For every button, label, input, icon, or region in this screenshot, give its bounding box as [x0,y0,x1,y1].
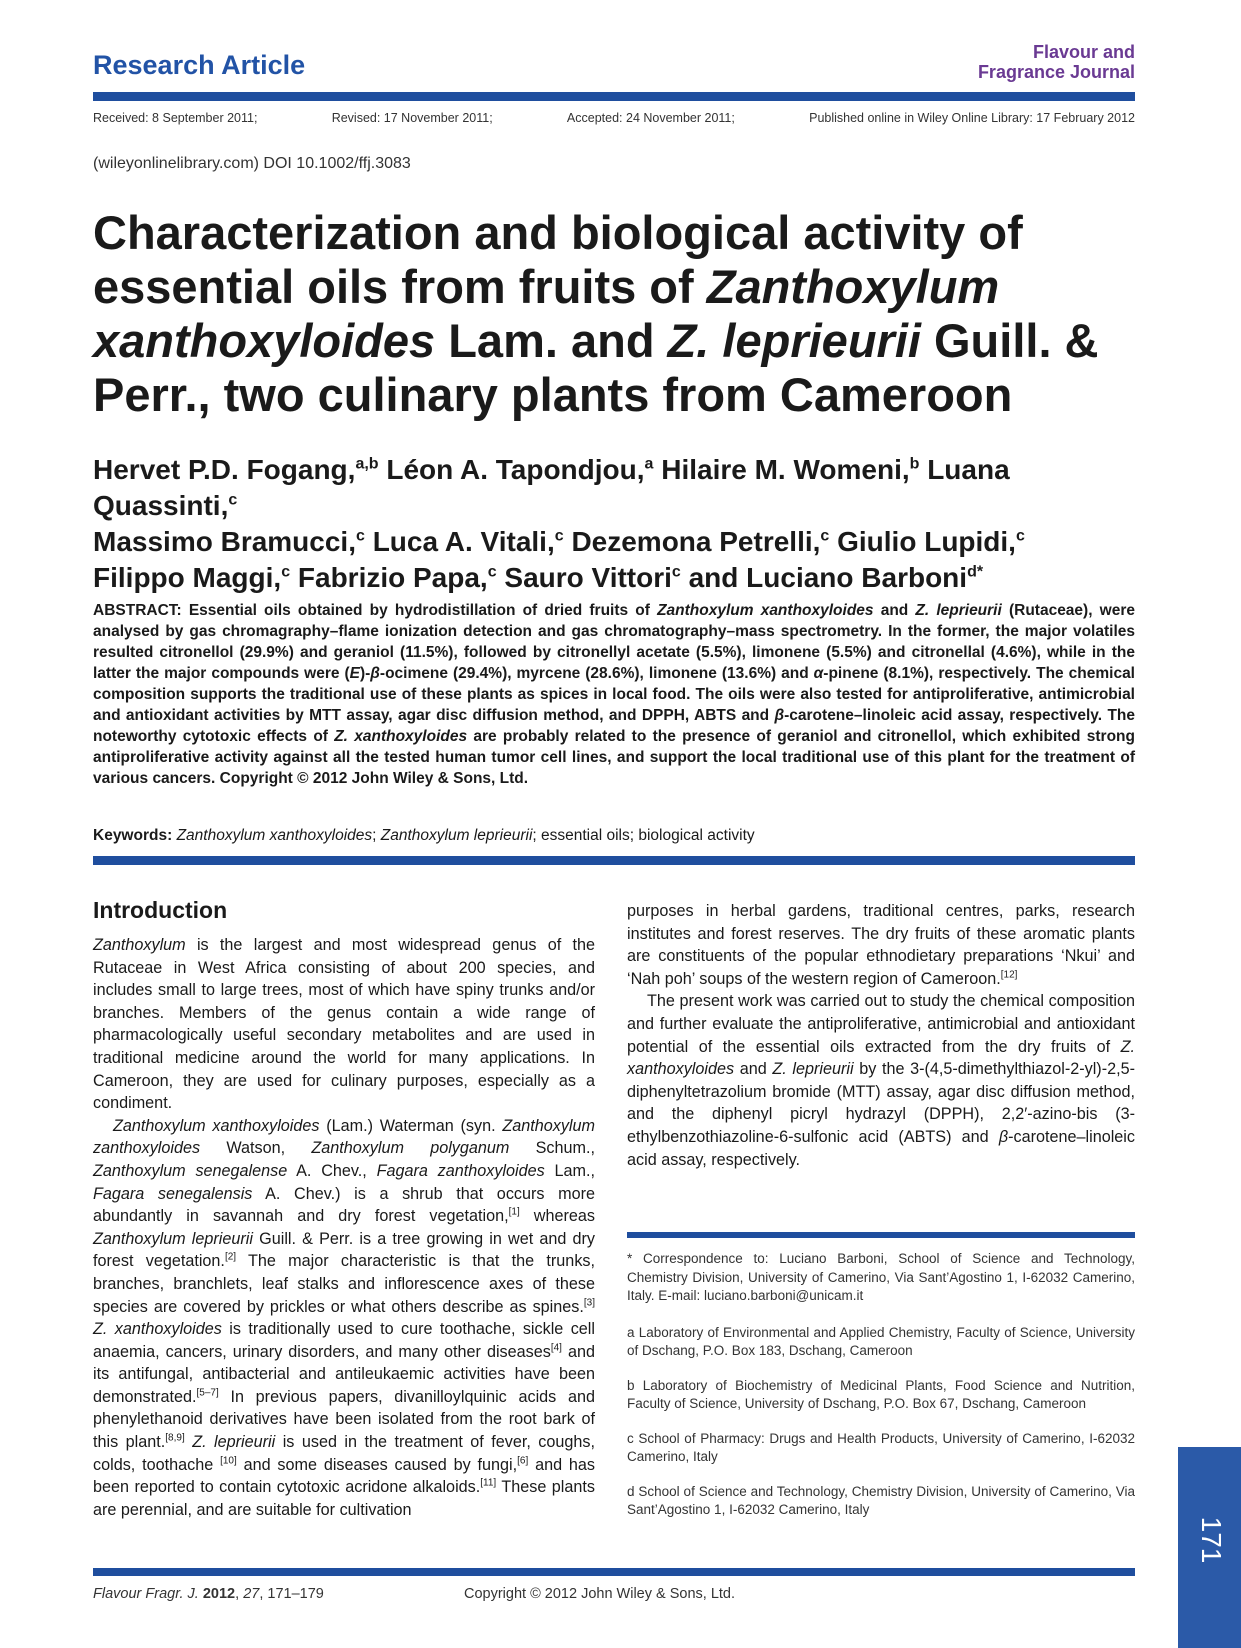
left-column [93,897,595,1521]
author: Dezemona Petrelli,$^c$ [571,526,830,557]
revised-date: Revised: 17 November 2011; [331,111,493,125]
author: Léon A. Tapondjou,$^a$ [386,454,654,485]
accepted-date: Accepted: 24 November 2011; [566,111,735,125]
author: Hilaire M. Womeni,$^b$ [661,454,920,485]
author: and Luciano Barboni$^{d*}$ [688,562,984,593]
keywords-label: Keywords: [93,827,173,844]
author: Hervet P.D. Fogang,$^{a,b}$ [93,454,379,485]
affiliation-c: c School of Pharmacy: Drugs and Health Products, University of Camerino, I-62032 Camerino, Italy [627,1430,1135,1464]
received-date: Received: 8 September 2011; [93,111,258,125]
article-dates [93,111,1135,125]
title-species: Z. leprieurii [667,314,921,367]
title-part: Lam. and [435,314,668,367]
body-paragraph: Zanthoxylum xanthoxyloides (Lam.) Waterman (syn. Zanthoxylum zanthoxyloides Watson, Zanthoxylum polyganum Schum., Zanthoxylum senegalense A. Chev., Fagara zanthoxyloides Lam., Fagara senegalensis A. Chev.) is a shrub that occurs more abundantly in savannah and dry forest vegetation,[1] whereas Zanthoxylum leprieurii Guill. & Perr. is a tree growing in wet and dry forest vegetation.[2] The major characteristic is that the trunks, branches, branchlets, leaf stalks and inflorescence axes of these species are covered by prickles or what others describe as spines.[3] Z. xanthoxyloides is traditionally used to cure toothache, sickle cell anaemia, cancers, urinary disorders, and many other diseases[4] and its antifungal, antibacterial and antileukaemic activities have been demonstrated.[5–7] In previous papers, divanilloylquinic acids and phenylethanoid derivatives have been isolated from the root bark of this plant.[8,9] Z. leprieurii is used in the treatment of fever, coughs, colds, toothache [10] and some diseases caused by fungi,[6] and has been reported to contain cytotoxic acridone alkaloids.[11] These plants are perennial, and are suitable for cultivation [93,1116,596,1519]
abstract-rule [93,856,1135,865]
footer-rule [93,1568,1135,1576]
author: Filippo Maggi,$^c$ [93,562,291,593]
body-paragraph: Zanthoxylum is the largest and most widespread genus of the Rutaceae in West Africa consisting of about 200 species, and includes small to large trees, most of which have spiny trunks and/or branches. Members of the genus contain a wide range of pharmacologically useful secondary metabolites and are used in traditional medicine around the world for many applications. In Cameroon, they are used for culinary purposes, especially as a condiment. [93,936,595,1113]
citation: Flavour Fragr. J. 2012, 27, 171–179 [93,1586,324,1602]
author: Sauro Vittori$^c$ [504,562,681,593]
body-paragraph: The present work was carried out to study the chemical composition and further evaluate the antiproliferative, antimicrobial and antioxidant potential of the essential oils extracted from the dry fruits of Z. xanthoxyloides and Z. leprieurii by the 3-(4,5-dimethylthiazol-2-yl)-2,5-diphenyltetrazolium bromide (MTT) assay, agar disc diffusion method, and the diphenyl picryl hydrazyl (DPPH), 2,2′-azino-bis (3-ethylbenzothiazoline-6-sulfonic acid (ABTS) and β-carotene–linoleic acid assay, respectively. [627,992,1135,1169]
page-number: 171 [1196,1516,1227,1564]
title-part: Guill. & Perr., two culinary plants from Cameroon [93,314,1099,421]
correspondence-note: * Correspondence to: Luciano Barboni, School of Science and Technology, Chemistry Division, University of Camerino, Via Sant’Agostino 1, I-62032 Camerino, Italy. E-mail: luciano.barboni@unicam.it [627,1251,1135,1303]
section-label: Research Article [93,50,306,80]
article-title [93,206,1153,422]
title-part: Characterization and biological activity of essential oils from fruits of [93,206,1023,313]
right-column [627,900,1135,1171]
footnote-rule [627,1232,1135,1238]
affiliation-d: d School of Science and Technology, Chemistry Division, University of Camerino, Via Sant’Agostino 1, I-62032 Camerino, Italy [627,1483,1135,1517]
author-list [93,452,1153,596]
journal-logo [978,42,1135,82]
header-rule [93,92,1135,101]
doi: (wileyonlinelibrary.com) DOI 10.1002/ffj.3083 [93,155,411,172]
footer-copyright: Copyright © 2012 John Wiley & Sons, Ltd. [464,1586,736,1602]
keywords: Keywords: Zanthoxylum xanthoxyloides; Zanthoxylum leprieurii; essential oils; biological activity [93,827,755,844]
published-date: Published online in Wiley Online Library: 17 February 2012 [809,111,1135,125]
affiliation-a: a Laboratory of Environmental and Applied Chemistry, Faculty of Science, University of Dschang, P.O. Box 183, Dschang, Cameroon [627,1324,1135,1358]
author: Luca A. Vitali,$^c$ [372,526,564,557]
affiliation-b: b Laboratory of Biochemistry of Medicinal Plants, Food Science and Nutrition, Faculty of Science, University of Dschang, P.O. Box 67, Dschang, Cameroon [627,1377,1135,1411]
author: Luana Quassinti,$^c$ [93,454,1010,521]
author: Giulio Lupidi,$^c$ [837,526,1025,557]
section-heading-introduction: Introduction [93,897,228,923]
body-paragraph: purposes in herbal gardens, traditional centres, parks, research institutes and forest reserves. The dry fruits of these aromatic plants are constituents of the popular ethnodietary preparations ‘Nkui’ and ‘Nah poh’ soups of the western region of Cameroon.[12] [627,902,1135,988]
affiliations [627,1250,1135,1536]
abstract: ABSTRACT: Essential oils obtained by hydrodistillation of dried fruits of Zanthoxylum xanthoxyloides and Z. leprieurii (Rutaceae), were analysed by gas chromagraphy–flame ionization detection and gas chromatography–mass spectrometry. In the former, the major volatiles resulted citronellol (29.9%) and geraniol (11.5%), followed by citronellyl acetate (5.5%), limonene (5.5%) and citronellal (4.6%), while in the latter the major compounds were (E)-β-ocimene (29.4%), myrcene (28.6%), limonene (13.6%) and α-pinene (8.1%), respectively. The chemical composition supports the traditional use of these plants as spices in local food. The oils were also tested for antiproliferative, antimicrobial and antioxidant activities by MTT assay, agar disc diffusion method, and DPPH, ABTS and β-carotene–linoleic acid assay, respectively. The noteworthy cytotoxic effects of Z. xanthoxyloides are probably related to the presence of geraniol and citronellol, which exhibited strong antiproliferative activity against all the tested human tumor cell lines, and support the local traditional use of this plant for the treatment of various cancers. Copyright © 2012 John Wiley & Sons, Ltd. [93,602,1135,787]
author: Massimo Bramucci,$^c$ [93,526,365,557]
journal-logo-line1: Flavour and [1032,42,1135,62]
title-species: Zanthoxylum xanthoxyloides [93,260,1000,367]
journal-logo-line2: Fragrance Journal [977,62,1135,82]
author: Fabrizio Papa,$^c$ [297,562,497,593]
